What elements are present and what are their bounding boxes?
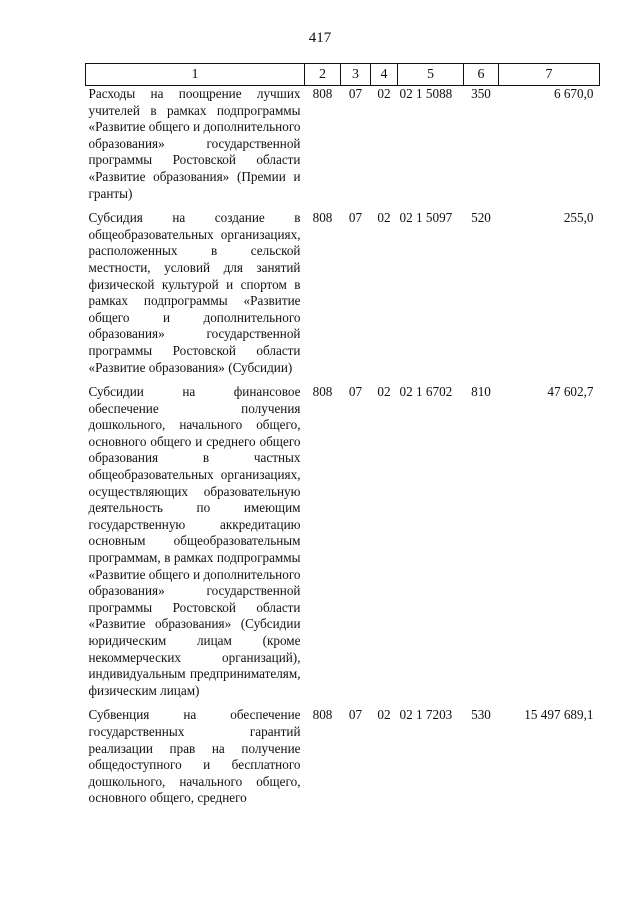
row-code-4: 02 bbox=[377, 210, 391, 226]
row-code-2: 808 bbox=[312, 86, 333, 101]
row-code-2: 808 bbox=[312, 384, 333, 400]
table-header bbox=[86, 64, 600, 86]
row-code-2: 808 bbox=[312, 210, 333, 226]
row-code-4: 02 bbox=[377, 384, 391, 400]
row-code-4: 02 bbox=[377, 86, 391, 101]
row-description: Расходы на поощрение лучших учителей в рамках подпрограммы «Развитие общего и дополнительного образования» государственной программы Ростовской области «Развитие образования» (Премии и гранты) bbox=[88, 86, 301, 201]
row-code-5: 02 1 7203 bbox=[399, 707, 453, 723]
table-row bbox=[86, 86, 600, 211]
header-col-5: 5 bbox=[398, 64, 464, 86]
row-code-4: 02 bbox=[377, 707, 391, 723]
table-row bbox=[86, 707, 600, 815]
header-col-7: 7 bbox=[499, 64, 600, 86]
row-code-6: 810 bbox=[471, 384, 491, 400]
table-row bbox=[86, 210, 600, 384]
row-description: Субсидия на создание в общеобразовательных организациях, расположенных в сельской местности, условий для занятий физической культурой и спортом в рамках подпрограммы «Развитие общего и дополнительного образования» государственной программы Ростовской области «Развитие образования» (Субсидии) bbox=[88, 210, 301, 375]
budget-table bbox=[85, 63, 600, 815]
row-description: Субсидии на финансовое обеспечение получения дошкольного, начального общего, основного общего и среднего общего образования в частных общеобразовательных организациях, осуществляющих образовательную деятельность по имеющим государственную аккредитацию основным общеобразовательным программам, в рамках подпрограммы «Развитие общего и дополнительного образования» государственной программы Ростовской области «Развитие образования» (Субсидии юридическим лицам (кроме некоммерческих организаций), индивидуальным предпринимателям, физическим лицам) bbox=[88, 384, 301, 698]
row-code-6: 530 bbox=[471, 707, 491, 723]
header-col-3: 3 bbox=[341, 64, 371, 86]
row-code-5: 02 1 5088 bbox=[399, 86, 453, 101]
row-code-3: 07 bbox=[348, 86, 363, 101]
page-number: 417 bbox=[308, 30, 332, 46]
row-code-3: 07 bbox=[348, 384, 363, 400]
header-col-6: 6 bbox=[464, 64, 499, 86]
row-code-5: 02 1 5097 bbox=[399, 210, 453, 226]
row-code-5: 02 1 6702 bbox=[399, 384, 453, 400]
row-amount: 47 602,7 bbox=[547, 384, 594, 400]
row-code-6: 350 bbox=[471, 86, 491, 101]
row-code-2: 808 bbox=[312, 707, 333, 723]
header-col-1: 1 bbox=[86, 64, 305, 86]
row-amount: 6 670,0 bbox=[553, 86, 594, 101]
row-code-3: 07 bbox=[348, 210, 363, 226]
header-col-4: 4 bbox=[371, 64, 398, 86]
row-code-6: 520 bbox=[471, 210, 491, 226]
row-amount: 255,0 bbox=[563, 210, 594, 226]
row-amount: 15 497 689,1 bbox=[524, 707, 594, 723]
header-col-2: 2 bbox=[305, 64, 341, 86]
row-code-3: 07 bbox=[348, 707, 363, 723]
row-description: Субвенция на обеспечение государственных гарантий реализации прав на получение общедоступного и бесплатного дошкольного, начального общего, основного общего, среднего bbox=[88, 707, 301, 806]
table-row bbox=[86, 384, 600, 707]
